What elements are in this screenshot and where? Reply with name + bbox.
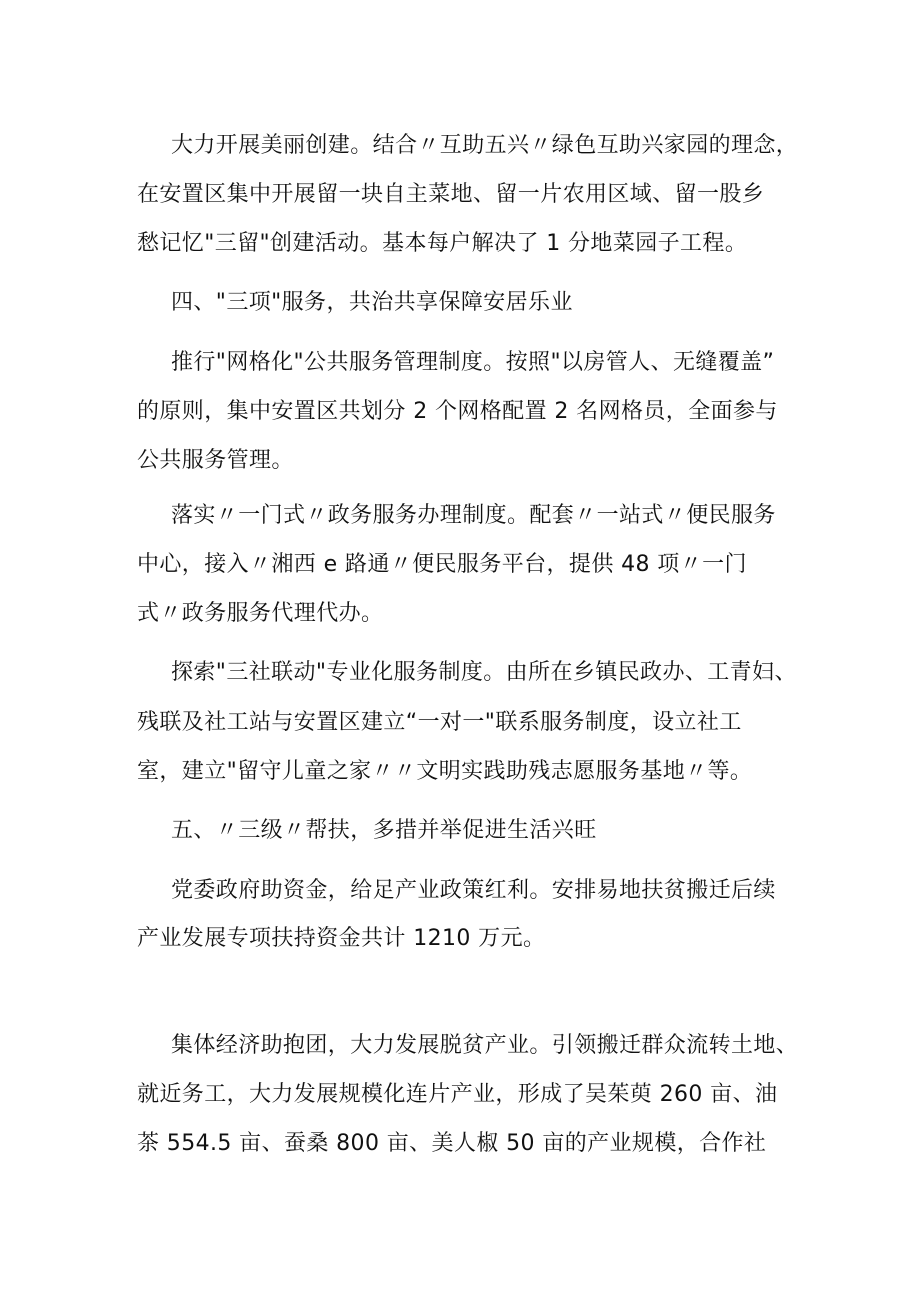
paragraph-1-line-1: 大力开展美丽创建。结合〃互助五兴〃绿色互助兴家园的理念， <box>171 133 799 158</box>
paragraph-7-line-1: 党委政府助资金，给足产业政策红利。安排易地扶贫搬迁后续 <box>171 878 776 903</box>
section-heading-5: 五、〃三级〃帮扶，多措并举促进生活兴旺 <box>171 818 597 843</box>
paragraph-3-line-1: 推行"网格化"公共服务管理制度。按照"以房管人、无缝覆盖” <box>171 350 775 375</box>
section-heading-4: 四、"三项"服务，共治共享保障安居乐业 <box>171 290 573 315</box>
paragraph-4-line-3: 式〃政务服务代理代办。 <box>137 601 384 626</box>
paragraph-4-line-1: 落实〃一门式〃政务服务办理制度。配套〃一站式〃便民服务 <box>171 503 776 528</box>
paragraph-5-line-3: 室，建立"留守儿童之家〃〃文明实践助残志愿服务基地〃等。 <box>137 759 753 784</box>
paragraph-5-line-1: 探索"三社联动"专业化服务制度。由所在乡镇民政办、工青妇、 <box>171 660 797 685</box>
paragraph-8-line-3: 茶 554.5 亩、蚕桑 800 亩、美人椒 50 亩的产业规模，合作社 <box>137 1131 767 1156</box>
paragraph-4-line-2: 中心，接入〃湘西 e 路通〃便民服务平台，提供 48 项〃一门 <box>137 552 747 577</box>
paragraph-3-line-2: 的原则，集中安置区共划分 2 个网格配置 2 名网格员，全面参与 <box>137 399 778 424</box>
paragraph-5-line-2: 残联及社工站与安置区建立“一对一"联系服务制度，设立社工 <box>137 710 742 735</box>
paragraph-3-line-3: 公共服务管理。 <box>137 448 294 473</box>
paragraph-1-line-2: 在安置区集中开展留一块自主菜地、留一片农用区域、留一股乡 <box>137 182 765 207</box>
paragraph-1-line-3: 愁记忆"三留"创建活动。基本每户解决了 1 分地菜园子工程。 <box>137 231 748 256</box>
paragraph-8-line-2: 就近务工，大力发展规模化连片产业，形成了吴茱萸 260 亩、油 <box>137 1082 778 1107</box>
paragraph-8-line-1: 集体经济助抱团，大力发展脱贫产业。引领搬迁群众流转土地、 <box>171 1033 799 1058</box>
paragraph-7-line-2: 产业发展专项扶持资金共计 1210 万元。 <box>137 926 546 951</box>
